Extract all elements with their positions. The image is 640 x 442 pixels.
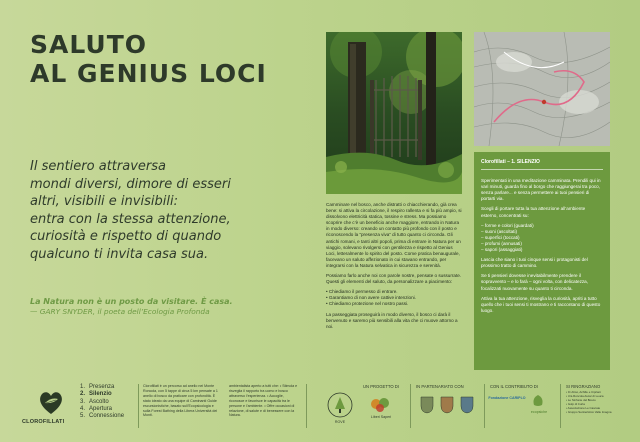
list-item: • IC Almè, Achille e Cipriani bbox=[566, 390, 601, 394]
list-item: – suoni (ascoltati) bbox=[481, 228, 518, 234]
divider bbox=[484, 384, 485, 428]
step-number: 3. bbox=[80, 398, 86, 405]
divider bbox=[410, 384, 411, 428]
liberi-saperi-logo bbox=[366, 394, 396, 414]
step-item bbox=[80, 384, 124, 391]
list-item: • Chiediamo il permesso di entrare. bbox=[326, 289, 398, 295]
list-item: • Garantiamo di non avere cattive intenzioni. bbox=[326, 295, 416, 301]
logo-caption: ROVE bbox=[334, 420, 346, 424]
exercise-paragraph: Attiva la tua attenzione, risveglia la curiosità, apriti a tutto quello che i tuoi sensi ti mostrano e ti raccontano di questo luogo. bbox=[481, 295, 601, 313]
list-item: • Le Sinfonie del Bosco bbox=[566, 398, 596, 402]
steps-list bbox=[80, 384, 124, 420]
step-number: 2. bbox=[80, 391, 86, 398]
exercise-header: Clorofillati – 1. SILENZIO bbox=[481, 159, 603, 170]
municipality-crest-icon bbox=[460, 396, 474, 419]
intro-line: entra con la stessa attenzione, bbox=[30, 211, 231, 227]
rove-logo bbox=[327, 392, 353, 418]
step-number: 4. bbox=[80, 405, 86, 412]
list-item: • Uni-Roncola Ascar di Leuca bbox=[566, 394, 604, 398]
heart-leaf-logo bbox=[36, 387, 66, 417]
step-number: 5. bbox=[80, 413, 86, 420]
step-item bbox=[80, 399, 124, 406]
quote-attribution: — GARY SNYDER, il poeta dell’Ecologia Profonda bbox=[30, 307, 210, 316]
exercise-paragraph: Se ti pensieri dovesse inevitabilmente prendere il sopravvento – e lo farà – ogni volta, con delicatezza, focalizzati nuovamente su quanto ti circonda. bbox=[481, 273, 588, 291]
thanks-list bbox=[566, 390, 636, 414]
main-text bbox=[326, 202, 462, 334]
step-label: Connessione bbox=[89, 413, 125, 420]
list-item: – superfici (toccati) bbox=[481, 234, 520, 240]
exercise-paragraph: Lascia che siano i tuoi cinque sensi i protagonisti del prossimo tratto di cammino. bbox=[481, 257, 588, 269]
quote-block bbox=[30, 297, 320, 317]
municipality-crest-icon bbox=[440, 396, 454, 419]
list-item: • Gruppo Sentieristico Valle Imagna bbox=[566, 410, 612, 414]
page-title bbox=[30, 30, 320, 88]
step-item bbox=[80, 406, 124, 413]
divider bbox=[560, 384, 561, 428]
senses-list bbox=[481, 223, 603, 253]
step-item bbox=[80, 413, 124, 420]
project-description: ambientalista aperto a tutti che: • Stimola e risveglia il rapporto tra uomo e bosco attraverso l’esperienza. • Accoglie, riconosce e favorisce le capacità tra le persone e l’ambiente. • Offre occasioni di relazione, di salute e di benessere con la Natura. bbox=[229, 384, 298, 418]
main-paragraph: La passeggiata proseguirà in modo diverso, il bosco ci darà il benvenuto e saremo più sensibili alla vita che ci muove attorno a noi. bbox=[326, 311, 458, 329]
list-item: • Associazione Le Cascate bbox=[566, 406, 601, 410]
quote-text: La Natura non è un posto da visitare. È casa. bbox=[30, 297, 233, 306]
partner-label: IN PARTENARIATO CON bbox=[416, 384, 464, 389]
main-paragraph: Possiamo farlo anche noi con parole nostre, pensate o sussurrate. Questi gli elementi del saluto, da personalizzare a piacimento: bbox=[326, 273, 462, 285]
list-item: – forme e colori (guardati) bbox=[481, 222, 534, 228]
list-item: • Chiediamo protezione nel nostro passi. bbox=[326, 301, 409, 307]
intro-line: qualcuno ti invita casa sua. bbox=[30, 246, 209, 262]
cariplo-logo: Fondazione CARIPLO bbox=[488, 396, 526, 400]
exercise-box bbox=[474, 152, 610, 370]
topographic-map bbox=[474, 32, 610, 146]
exercise-paragraph: Scegli di portare tutta la tua attenzione all’ambiente esterno, concentrati su: bbox=[481, 206, 586, 218]
divider bbox=[138, 384, 139, 428]
municipality-crest-icon bbox=[420, 396, 434, 419]
list-item: • Gulp di Curta bbox=[566, 402, 585, 406]
step-label: Presenza bbox=[89, 384, 115, 390]
exercise-paragraph: Sperimentati in una meditazione camminata. Prendili qui in vari minuti, guarda fino al borgo che raggiungerai tra poco, senza parlare... e senza permettere ai tuoi pensieri di portarti via. bbox=[481, 178, 601, 202]
project-description: Clorofillati è un percorso ad anello nei Monte Roncola, con 5 tappe di circa 5 km pensate a 1 anello di bosco da praticare con profondità. È stato ideato da una equipe di Caminanti Guide escursionistiche, basato sull’Ecopsicologia e sulla Forest Bathing della Libera Università dei Monti. bbox=[143, 384, 218, 418]
intro-line: curiosità e rispetto di quando bbox=[30, 229, 222, 245]
list-item: – sapori (assaggiati) bbox=[481, 247, 523, 253]
logo-text: CLOROFILLATI bbox=[22, 419, 65, 425]
step-item-current bbox=[80, 391, 124, 398]
intro-line: altri, visibili e invisibili: bbox=[30, 194, 178, 210]
thanks-label: SI RINGRAZIANO bbox=[566, 384, 601, 389]
step-label: Ascolto bbox=[89, 398, 109, 405]
intro-line: Il sentiero attraversa bbox=[30, 159, 166, 174]
step-number: 1. bbox=[80, 384, 86, 390]
logo-caption: Liberi Saperi bbox=[370, 415, 392, 419]
intro-text bbox=[30, 158, 325, 264]
project-label: UN PROGETTO DI bbox=[363, 384, 399, 389]
divider bbox=[306, 384, 307, 428]
list-item: – profumi (annusati) bbox=[481, 240, 522, 246]
intro-line: mondi diversi, dimore di esseri bbox=[30, 176, 231, 192]
step-label: Apertura bbox=[89, 405, 113, 412]
forest-gate-photo bbox=[326, 32, 462, 194]
step-label: Silenzio bbox=[89, 391, 112, 398]
logo-caption: ecopsiche bbox=[530, 410, 548, 414]
title-line-1: SALUTO bbox=[30, 30, 147, 59]
contributor-label: CON IL CONTRIBUTO DI bbox=[490, 384, 538, 389]
title-line-2: AL GENIUS LOCI bbox=[30, 59, 267, 88]
main-paragraph: Camminare nel bosco, anche distratti o chiacchierando, già crea bene: si attiva la circolazione, il respiro rallenta e si fa più ampio, si dissolvono elettricità statica, tossine e stress. Ma possiamo scoprire che c’è un beneficio anche maggiore, entrando in Natura in modo diverso: creando un contatto più profondo con il posto e riconoscendo la “presenza viva” di tutto quanto ci circonda. Gli antichi romani, e tanti altri popoli, prima di entrare in Natura per un viaggio, solevano rivolgersi con gentilezza e rispetto al Genius Loci, letteralmente lo spirito del posto. Come pratica benaugurale, facevano un saluto affezionato in cui stavano entrando, per integrarsi con la Natura selvatica in sicurezza e serenità. bbox=[326, 202, 462, 268]
greeting-list bbox=[326, 289, 462, 307]
